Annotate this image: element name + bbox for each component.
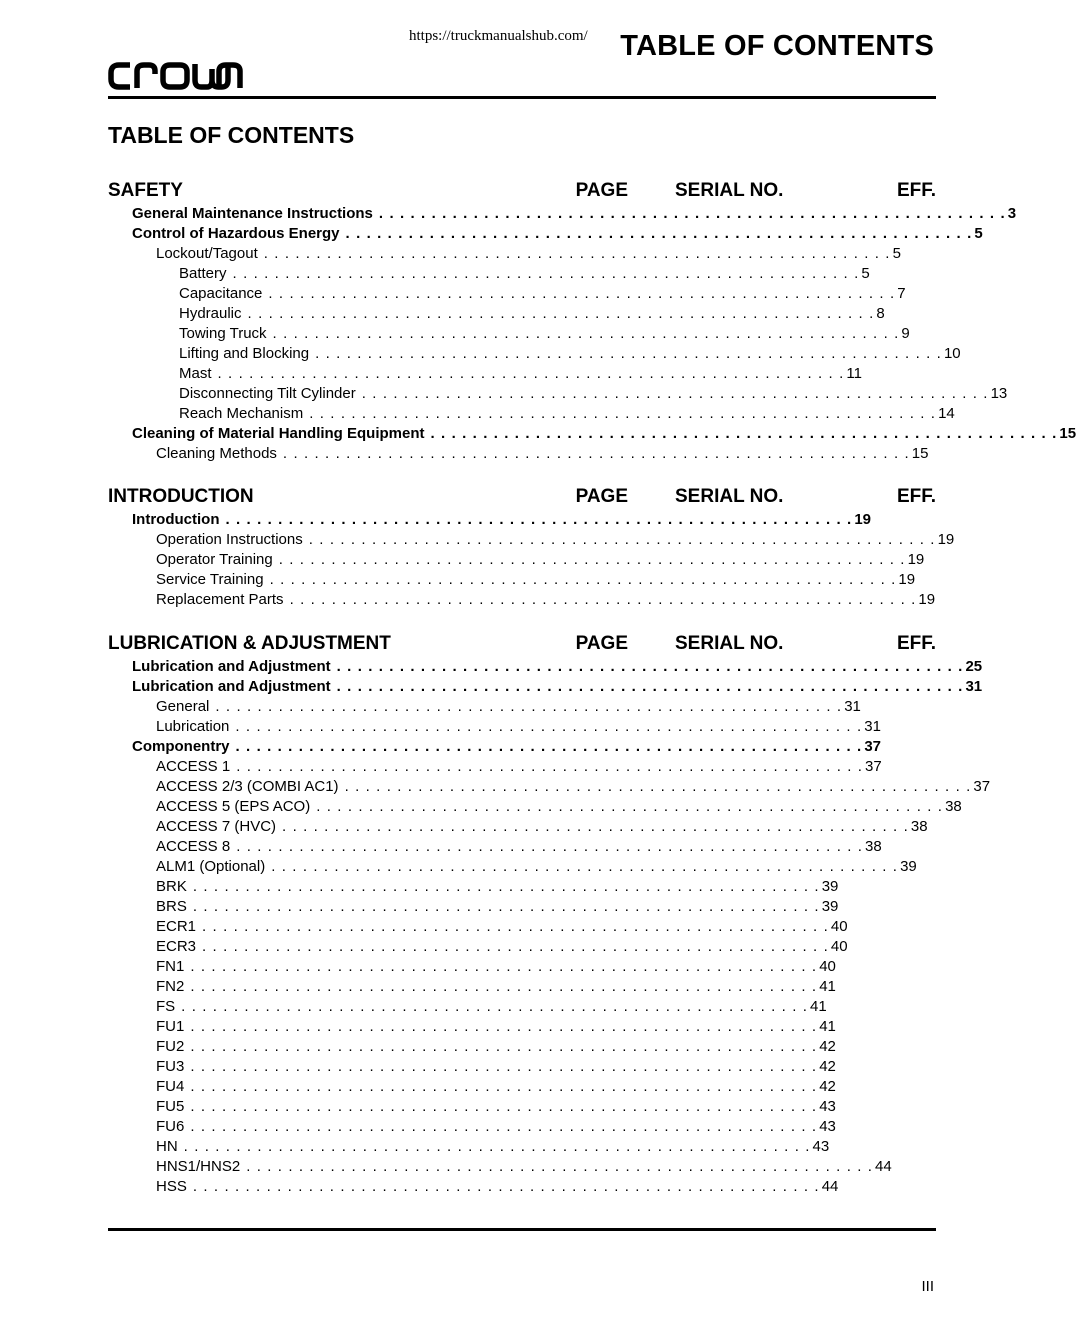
toc-entry-page: 42 [819, 1038, 836, 1055]
toc-entry[interactable] [108, 384, 1008, 404]
dot-leader: . . . . . . . . . . . . . . . . . . . . . . . . . . . . . . . . . . . . . . . . . . . . . . . . . . . . . . . . . . . . [236, 758, 864, 775]
toc-entry-page: 31 [965, 678, 983, 695]
dot-leader: . . . . . . . . . . . . . . . . . . . . . . . . . . . . . . . . . . . . . . . . . . . . . . . . . . . . . . . . . . . . [190, 958, 818, 975]
dot-leader: . . . . . . . . . . . . . . . . . . . . . . . . . . . . . . . . . . . . . . . . . . . . . . . . . . . . . . . . . . . . [378, 205, 1006, 222]
toc-entry-title: Capacitance [179, 285, 263, 302]
toc-entry-page: 39 [821, 898, 839, 915]
dot-leader: . . . . . . . . . . . . . . . . . . . . . . . . . . . . . . . . . . . . . . . . . . . . . . . . . . . . . . . . . . . . [190, 1038, 818, 1055]
serial-column-header: SERIAL NO. [675, 486, 784, 507]
toc-entry-title: FU2 [156, 1038, 185, 1055]
toc-entry[interactable] [108, 717, 881, 737]
toc-entry-list [108, 510, 955, 610]
dot-leader: . . . . . . . . . . . . . . . . . . . . . . . . . . . . . . . . . . . . . . . . . . . . . . . . . . . . . . . . . . . . [190, 1018, 818, 1035]
dot-leader: . . . . . . . . . . . . . . . . . . . . . . . . . . . . . . . . . . . . . . . . . . . . . . . . . . . . . . . . . . . . [345, 225, 973, 242]
toc-entry-page: 15 [911, 445, 929, 462]
dot-leader: . . . . . . . . . . . . . . . . . . . . . . . . . . . . . . . . . . . . . . . . . . . . . . . . . . . . . . . . . . . . [316, 798, 944, 815]
toc-entry-title: ACCESS 1 [156, 758, 231, 775]
dot-leader: . . . . . . . . . . . . . . . . . . . . . . . . . . . . . . . . . . . . . . . . . . . . . . . . . . . . . . . . . . . . [190, 1058, 818, 1075]
dot-leader: . . . . . . . . . . . . . . . . . . . . . . . . . . . . . . . . . . . . . . . . . . . . . . . . . . . . . . . . . . . . [202, 938, 829, 955]
dot-leader: . . . . . . . . . . . . . . . . . . . . . . . . . . . . . . . . . . . . . . . . . . . . . . . . . . . . . . . . . . . . [282, 818, 909, 835]
dot-leader: . . . . . . . . . . . . . . . . . . . . . . . . . . . . . . . . . . . . . . . . . . . . . . . . . . . . . . . . . . . . [272, 325, 900, 342]
dot-leader: . . . . . . . . . . . . . . . . . . . . . . . . . . . . . . . . . . . . . . . . . . . . . . . . . . . . . . . . . . . . [246, 1158, 874, 1175]
toc-entry-page: 3 [1007, 205, 1017, 222]
toc-entry-title: FU6 [156, 1118, 185, 1135]
toc-entry-title: Cleaning Methods [156, 445, 277, 462]
toc-entry-page: 5 [861, 265, 870, 282]
toc-entry[interactable] [108, 957, 836, 977]
toc-entry[interactable] [108, 977, 836, 997]
toc-entry[interactable] [108, 1137, 830, 1157]
dot-leader: . . . . . . . . . . . . . . . . . . . . . . . . . . . . . . . . . . . . . . . . . . . . . . . . . . . . . . . . . . . . [192, 1178, 820, 1195]
toc-entry-page: 44 [875, 1158, 892, 1175]
toc-entry-title: Battery [179, 265, 227, 282]
toc-entry[interactable] [108, 284, 906, 304]
toc-entry[interactable] [108, 857, 917, 877]
dot-leader: . . . . . . . . . . . . . . . . . . . . . . . . . . . . . . . . . . . . . . . . . . . . . . . . . . . . . . . . . . . . [181, 998, 809, 1015]
toc-entry-page: 19 [918, 591, 936, 608]
toc-entry[interactable] [108, 344, 961, 364]
toc-entry-title: ECR1 [156, 918, 197, 935]
dot-leader: . . . . . . . . . . . . . . . . . . . . . . . . . . . . . . . . . . . . . . . . . . . . . . . . . . . . . . . . . . . . [192, 878, 820, 895]
toc-entry-title: BRS [156, 898, 187, 915]
toc-entry-page: 8 [876, 305, 885, 322]
section-header [108, 180, 936, 204]
toc-entry[interactable] [108, 1177, 839, 1197]
toc-entry[interactable] [108, 444, 929, 464]
toc-entry-title: FU5 [156, 1098, 185, 1115]
toc-entry[interactable] [108, 264, 870, 284]
toc-entry-page: 44 [821, 1178, 839, 1195]
toc-entry-page: 41 [819, 978, 836, 995]
dot-leader: . . . . . . . . . . . . . . . . . . . . . . . . . . . . . . . . . . . . . . . . . . . . . . . . . . . . . . . . . . . . [183, 1138, 811, 1155]
toc-entry-title: Lubrication and Adjustment [132, 658, 331, 675]
toc-entry-title: Lubrication and Adjustment [132, 678, 331, 695]
dot-leader: . . . . . . . . . . . . . . . . . . . . . . . . . . . . . . . . . . . . . . . . . . . . . . . . . . . . . . . . . . . . [315, 345, 942, 362]
toc-entry[interactable] [108, 530, 955, 550]
toc-entry[interactable] [108, 324, 910, 344]
toc-entry[interactable] [108, 1077, 836, 1097]
toc-entry-page: 19 [854, 511, 872, 528]
toc-entry-page: 19 [937, 531, 955, 548]
dot-leader: . . . . . . . . . . . . . . . . . . . . . . . . . . . . . . . . . . . . . . . . . . . . . . . . . . . . . . . . . . . . [336, 678, 964, 695]
toc-entry-page: 38 [865, 838, 882, 855]
toc-entry[interactable] [108, 937, 848, 957]
toc-entry-page: 31 [844, 698, 861, 715]
toc-entry-title: Control of Hazardous Energy [132, 225, 340, 242]
dot-leader: . . . . . . . . . . . . . . . . . . . . . . . . . . . . . . . . . . . . . . . . . . . . . . . . . . . . . . . . . . . . [192, 898, 820, 915]
toc-entry-page: 38 [910, 818, 928, 835]
toc-entry-title: Operation Instructions [156, 531, 303, 548]
page-column-header: PAGE [575, 180, 628, 201]
dot-leader: . . . . . . . . . . . . . . . . . . . . . . . . . . . . . . . . . . . . . . . . . . . . . . . . . . . . . . . . . . . . [344, 778, 972, 795]
toc-entry-page: 41 [810, 998, 827, 1015]
dot-leader: . . . . . . . . . . . . . . . . . . . . . . . . . . . . . . . . . . . . . . . . . . . . . . . . . . . . . . . . . . . . [263, 245, 891, 262]
eff-column-header: EFF. [896, 486, 936, 507]
toc-entry[interactable] [108, 364, 862, 384]
toc-entry[interactable] [108, 657, 983, 677]
toc-entry[interactable] [108, 917, 848, 937]
toc-entry-page: 42 [819, 1078, 836, 1095]
toc-entry[interactable] [108, 424, 1076, 444]
toc-entry-title: Towing Truck [179, 325, 267, 342]
toc-entry[interactable] [108, 550, 925, 570]
toc-entry-page: 10 [943, 345, 961, 362]
toc-entry-title: FN1 [156, 958, 185, 975]
dot-leader: . . . . . . . . . . . . . . . . . . . . . . . . . . . . . . . . . . . . . . . . . . . . . . . . . . . . . . . . . . . . [190, 1098, 818, 1115]
toc-entry-title: FU4 [156, 1078, 185, 1095]
dot-leader: . . . . . . . . . . . . . . . . . . . . . . . . . . . . . . . . . . . . . . . . . . . . . . . . . . . . . . . . . . . . [215, 698, 843, 715]
section-title: SAFETY [108, 180, 183, 201]
toc-entry-title: Mast [179, 365, 212, 382]
header-title: TABLE OF CONTENTS [620, 30, 934, 62]
toc-entry-title: Operator Training [156, 551, 273, 568]
toc-entry-page: 31 [864, 718, 881, 735]
toc-entry[interactable] [108, 1117, 836, 1137]
toc-entry-title: ALM1 (Optional) [156, 858, 266, 875]
toc-entry-title: ACCESS 7 (HVC) [156, 818, 277, 835]
toc-entry-page: 5 [892, 245, 901, 262]
toc-entry[interactable] [108, 224, 983, 244]
toc-entry-page: 39 [900, 858, 917, 875]
dot-leader: . . . . . . . . . . . . . . . . . . . . . . . . . . . . . . . . . . . . . . . . . . . . . . . . . . . . . . . . . . . . [278, 551, 906, 568]
toc-entry-title: General [156, 698, 210, 715]
toc-section [108, 486, 955, 610]
page-number: III [921, 1278, 934, 1295]
toc-entry-page: 43 [819, 1118, 836, 1135]
toc-entry[interactable] [108, 510, 872, 530]
toc-entry-page: 14 [938, 405, 955, 422]
toc-entry-page: 40 [830, 918, 848, 935]
toc-entry-title: FU1 [156, 1018, 185, 1035]
toc-entry-title: ACCESS 8 [156, 838, 231, 855]
toc-entry-title: FU3 [156, 1058, 185, 1075]
toc-entry[interactable] [108, 877, 839, 897]
toc-entry-page: 5 [974, 225, 983, 242]
dot-leader: . . . . . . . . . . . . . . . . . . . . . . . . . . . . . . . . . . . . . . . . . . . . . . . . . . . . . . . . . . . . [289, 591, 917, 608]
toc-entry-page: 9 [901, 325, 910, 342]
toc-entry-title: Service Training [156, 571, 264, 588]
document-title: TABLE OF CONTENTS [108, 122, 355, 148]
toc-entry-page: 19 [898, 571, 916, 588]
page-column-header: PAGE [575, 633, 628, 654]
toc-entry[interactable] [108, 1157, 892, 1177]
toc-entry-page: 7 [897, 285, 906, 302]
toc-entry-page: 13 [990, 385, 1008, 402]
header-divider [108, 96, 936, 99]
toc-entry-title: Lubrication [156, 718, 230, 735]
dot-leader: . . . . . . . . . . . . . . . . . . . . . . . . . . . . . . . . . . . . . . . . . . . . . . . . . . . . . . . . . . . . [336, 658, 964, 675]
toc-entry-page: 40 [819, 958, 836, 975]
dot-leader: . . . . . . . . . . . . . . . . . . . . . . . . . . . . . . . . . . . . . . . . . . . . . . . . . . . . . . . . . . . . [309, 405, 937, 422]
dot-leader: . . . . . . . . . . . . . . . . . . . . . . . . . . . . . . . . . . . . . . . . . . . . . . . . . . . . . . . . . . . . [269, 571, 897, 588]
toc-entry-title: Cleaning of Material Handling Equipment [132, 425, 425, 442]
toc-entry-title: BRK [156, 878, 187, 895]
toc-entry[interactable] [108, 697, 861, 717]
toc-entry-page: 38 [945, 798, 962, 815]
toc-entry-page: 25 [965, 658, 983, 675]
serial-column-header: SERIAL NO. [675, 180, 784, 201]
toc-entry-title: Hydraulic [179, 305, 242, 322]
toc-entry[interactable] [108, 897, 839, 917]
toc-entry-list [108, 657, 991, 1197]
toc-entry[interactable] [108, 997, 827, 1017]
toc-section [108, 633, 991, 1197]
dot-leader: . . . . . . . . . . . . . . . . . . . . . . . . . . . . . . . . . . . . . . . . . . . . . . . . . . . . . . . . . . . . [190, 978, 818, 995]
toc-entry-page: 11 [846, 365, 862, 382]
dot-leader: . . . . . . . . . . . . . . . . . . . . . . . . . . . . . . . . . . . . . . . . . . . . . . . . . . . . . . . . . . . . [430, 425, 1058, 442]
toc-entry-title: ACCESS 2/3 (COMBI AC1) [156, 778, 339, 795]
toc-entry-title: Introduction [132, 511, 220, 528]
section-header [108, 633, 936, 657]
footer-divider [108, 1228, 936, 1231]
toc-entry-list [108, 204, 1076, 464]
toc-entry-title: ACCESS 5 (EPS ACO) [156, 798, 311, 815]
toc-entry-title: HSS [156, 1178, 187, 1195]
toc-entry-title: Reach Mechanism [179, 405, 304, 422]
dot-leader: . . . . . . . . . . . . . . . . . . . . . . . . . . . . . . . . . . . . . . . . . . . . . . . . . . . . . . . . . . . . [202, 918, 829, 935]
dot-leader: . . . . . . . . . . . . . . . . . . . . . . . . . . . . . . . . . . . . . . . . . . . . . . . . . . . . . . . . . . . . [235, 718, 863, 735]
toc-entry[interactable] [108, 204, 1017, 224]
toc-entry-page: 43 [812, 1138, 830, 1155]
eff-column-header: EFF. [896, 180, 936, 201]
dot-leader: . . . . . . . . . . . . . . . . . . . . . . . . . . . . . . . . . . . . . . . . . . . . . . . . . . . . . . . . . . . . [235, 738, 863, 755]
toc-entry[interactable] [108, 570, 916, 590]
toc-entry[interactable] [108, 404, 955, 424]
toc-entry[interactable] [108, 837, 882, 857]
toc-entry[interactable] [108, 677, 983, 697]
dot-leader: . . . . . . . . . . . . . . . . . . . . . . . . . . . . . . . . . . . . . . . . . . . . . . . . . . . . . . . . . . . . [282, 445, 910, 462]
toc-entry-page: 37 [864, 738, 882, 755]
toc-entry-page: 40 [830, 938, 848, 955]
dot-leader: . . . . . . . . . . . . . . . . . . . . . . . . . . . . . . . . . . . . . . . . . . . . . . . . . . . . . . . . . . . . [271, 858, 899, 875]
toc-entry-page: 37 [973, 778, 991, 795]
dot-leader: . . . . . . . . . . . . . . . . . . . . . . . . . . . . . . . . . . . . . . . . . . . . . . . . . . . . . . . . . . . . [190, 1078, 818, 1095]
dot-leader: . . . . . . . . . . . . . . . . . . . . . . . . . . . . . . . . . . . . . . . . . . . . . . . . . . . . . . . . . . . . [247, 305, 875, 322]
toc-entry[interactable] [108, 304, 885, 324]
section-title: LUBRICATION & ADJUSTMENT [108, 633, 391, 654]
dot-leader: . . . . . . . . . . . . . . . . . . . . . . . . . . . . . . . . . . . . . . . . . . . . . . . . . . . . . . . . . . . . [190, 1118, 818, 1135]
toc-entry[interactable] [108, 737, 882, 757]
page-column-header: PAGE [575, 486, 628, 507]
toc-entry-title: FN2 [156, 978, 185, 995]
toc-entry-page: 42 [819, 1058, 836, 1075]
toc-entry[interactable] [108, 1057, 836, 1077]
toc-entry-title: ECR3 [156, 938, 197, 955]
toc-entry-page: 19 [907, 551, 925, 568]
toc-entry[interactable] [108, 757, 882, 777]
section-title: INTRODUCTION [108, 486, 254, 507]
toc-entry-page: 43 [819, 1098, 836, 1115]
dot-leader: . . . . . . . . . . . . . . . . . . . . . . . . . . . . . . . . . . . . . . . . . . . . . . . . . . . . . . . . . . . . [308, 531, 936, 548]
toc-entry[interactable] [108, 244, 901, 264]
toc-entry-title: FS [156, 998, 176, 1015]
toc-entry-title: Lockout/Tagout [156, 245, 258, 262]
toc-entry[interactable] [108, 1097, 836, 1117]
toc-entry-page: 15 [1059, 425, 1076, 442]
toc-entry-title: Disconnecting Tilt Cylinder [179, 385, 356, 402]
toc-entry-title: Lifting and Blocking [179, 345, 310, 362]
toc-entry[interactable] [108, 817, 928, 837]
dot-leader: . . . . . . . . . . . . . . . . . . . . . . . . . . . . . . . . . . . . . . . . . . . . . . . . . . . . . . . . . . . . [232, 265, 860, 282]
dot-leader: . . . . . . . . . . . . . . . . . . . . . . . . . . . . . . . . . . . . . . . . . . . . . . . . . . . . . . . . . . . . [217, 365, 845, 382]
serial-column-header: SERIAL NO. [675, 633, 784, 654]
crown-logo [108, 61, 244, 91]
toc-entry[interactable] [108, 590, 936, 610]
source-url: https://truckmanualshub.com/ [409, 28, 588, 44]
dot-leader: . . . . . . . . . . . . . . . . . . . . . . . . . . . . . . . . . . . . . . . . . . . . . . . . . . . . . . . . . . . . [268, 285, 896, 302]
toc-entry-title: General Maintenance Instructions [132, 205, 373, 222]
toc-entry-page: 37 [865, 758, 882, 775]
dot-leader: . . . . . . . . . . . . . . . . . . . . . . . . . . . . . . . . . . . . . . . . . . . . . . . . . . . . . . . . . . . . [236, 838, 864, 855]
toc-entry[interactable] [108, 797, 962, 817]
toc-entry-title: Replacement Parts [156, 591, 284, 608]
toc-entry-title: Componentry [132, 738, 230, 755]
eff-column-header: EFF. [896, 633, 936, 654]
toc-entry[interactable] [108, 1037, 836, 1057]
toc-entry-page: 39 [821, 878, 839, 895]
dot-leader: . . . . . . . . . . . . . . . . . . . . . . . . . . . . . . . . . . . . . . . . . . . . . . . . . . . . . . . . . . . . [361, 385, 989, 402]
toc-entry-page: 41 [819, 1018, 836, 1035]
toc-entry-title: HNS1/HNS2 [156, 1158, 241, 1175]
dot-leader: . . . . . . . . . . . . . . . . . . . . . . . . . . . . . . . . . . . . . . . . . . . . . . . . . . . . . . . . . . . . [225, 511, 853, 528]
section-header [108, 486, 936, 510]
toc-entry[interactable] [108, 1017, 836, 1037]
toc-entry-title: HN [156, 1138, 178, 1155]
toc-entry[interactable] [108, 777, 991, 797]
toc-section [108, 180, 1076, 464]
